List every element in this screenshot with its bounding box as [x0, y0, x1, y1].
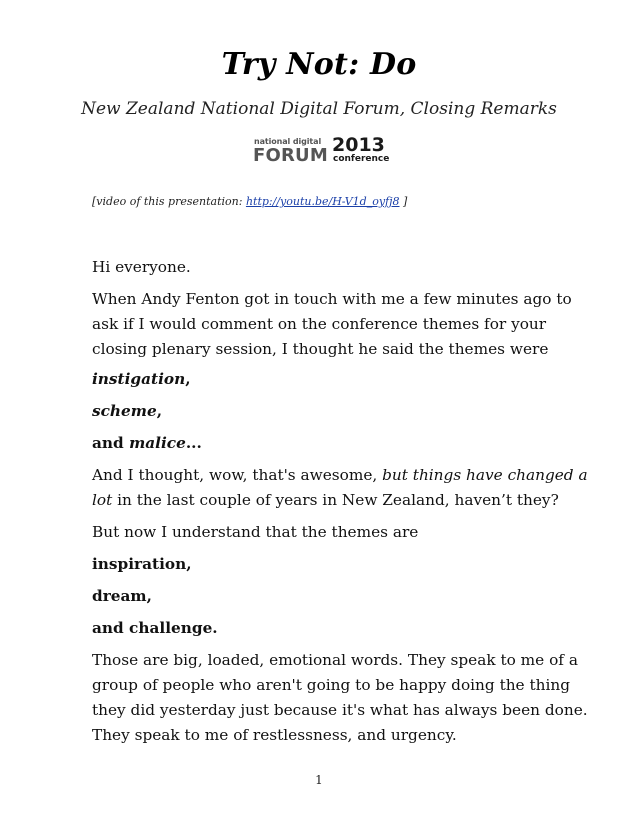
italic-run: but things have changed a [382, 466, 588, 484]
paragraph-line [92, 463, 588, 488]
paragraph-understand [92, 520, 562, 545]
video-note-prefix: [video of this presentation: [92, 195, 246, 208]
paragraph-line: Those are big, loaded, emotional words. They speak to me of a [92, 651, 578, 669]
theme-word: and challenge. [92, 619, 218, 637]
logo-year: 2013 [332, 134, 385, 156]
paragraph-line: They speak to me of restlessness, and urgency. [92, 726, 457, 744]
misheard-theme-3 [92, 431, 562, 456]
document-title: Try Not: Do [221, 47, 417, 82]
punctuation: , [156, 402, 163, 420]
theme-inspiration [92, 552, 562, 577]
paragraph-line: they did yesterday just because it's what has always been done. [92, 701, 588, 719]
misheard-theme-line [92, 431, 562, 456]
punctuation: ... [185, 434, 202, 452]
misheard-word-scheme: scheme [92, 402, 157, 420]
paragraph-line: closing plenary session, I thought he said the themes were [92, 340, 549, 358]
paragraph-greeting [92, 255, 562, 280]
document-subtitle: New Zealand National Digital Forum, Closing Remarks [81, 99, 557, 119]
video-link[interactable]: http://youtu.be/H-V1d_oyfj8 [245, 195, 400, 208]
logo-line-1: national digital [254, 137, 322, 146]
video-note [92, 195, 407, 208]
punctuation: , [185, 370, 191, 388]
text-run: And I thought, wow, that's awesome, [92, 466, 383, 484]
logo-line-2: FORUM [253, 145, 328, 166]
paragraph-line: ask if I would comment on the conference themes for your [92, 315, 547, 333]
theme-word: inspiration, [92, 555, 192, 573]
theme-word: dream, [92, 587, 152, 605]
misheard-word-malice: malice [129, 434, 186, 452]
page-number: 1 [315, 773, 323, 787]
misheard-theme-line [92, 399, 562, 424]
paragraph-line: When Andy Fenton got in touch with me a few minutes ago to [92, 290, 572, 308]
italic-run: lot [92, 491, 113, 509]
paragraph-intro [92, 287, 572, 362]
theme-dream [92, 584, 562, 609]
paragraph-line [92, 488, 562, 513]
conference-logo [252, 134, 388, 168]
video-note-suffix: ] [399, 195, 408, 208]
and-prefix: and [92, 434, 130, 452]
theme-challenge [92, 616, 562, 641]
misheard-theme-line [92, 367, 562, 392]
misheard-word-instigation: instigation [92, 370, 186, 388]
misheard-theme-2 [92, 399, 562, 424]
paragraph-line: group of people who aren't going to be happy doing the thing [92, 676, 571, 694]
paragraph-reaction [92, 463, 588, 513]
logo-conference-word: conference [333, 154, 390, 164]
paragraph-line: But now I understand that the themes are [92, 523, 419, 541]
paragraph-big-words [92, 648, 588, 748]
misheard-theme-1 [92, 367, 562, 392]
paragraph-line: Hi everyone. [92, 258, 191, 276]
text-run: in the last couple of years in New Zealand, haven’t they? [112, 491, 559, 509]
forum-logo-mark [252, 134, 326, 168]
